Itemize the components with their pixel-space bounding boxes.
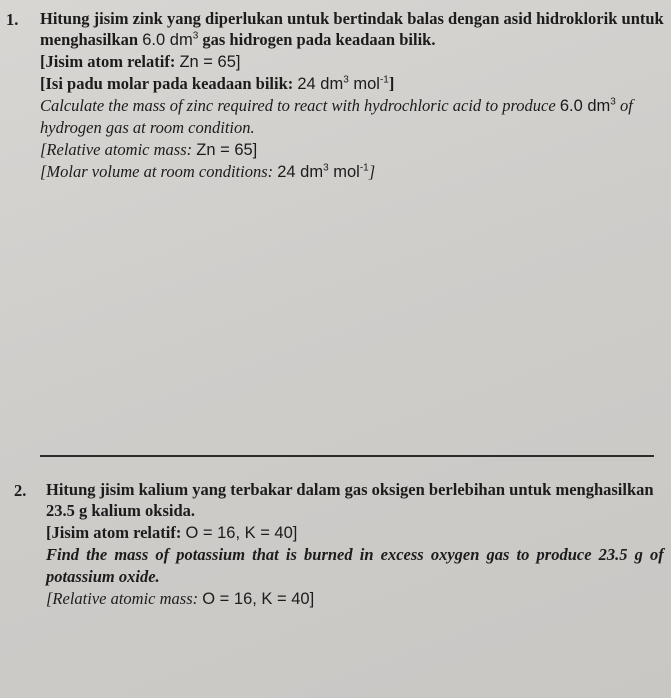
answer-divider <box>40 455 654 457</box>
q2-english-line-1: Find the mass of potassium that is burned in excess oxygen gas to produce 23.5 g of <box>46 545 664 564</box>
q1-english-line-1: Calculate the mass of zinc required to react with hydrochloric acid to produce 6.0 $dm^3$ of <box>40 96 633 115</box>
q1-malay-line-2: menghasilkan 6.0 $dm^3$ gas hidrogen pada keadaan bilik. <box>40 30 436 49</box>
q2-english-line-3: [Relative atomic mass: O = 16, K = 40] <box>46 589 315 608</box>
question-number: 2. <box>14 481 27 500</box>
q1-malay-line-3: [Jisim atom relatif: Zn = 65] <box>40 52 241 71</box>
q1-malay-line-4: [Isi padu molar pada keadaan bilik: 24 $dm^3$ mol$^{-1}$] <box>40 74 395 93</box>
q1-english-line-4: [Molar volume at room conditions: 24 $dm^3$ mol$^{-1}$] <box>40 162 376 181</box>
q2-malay-line-3: [Jisim atom relatif: O = 16, K = 40] <box>46 523 298 542</box>
q1-malay-line-1: Hitung jisim zink yang diperlukan untuk bertindak balas dengan asid hidroklorik untuk <box>40 9 664 28</box>
question-number: 1. <box>6 10 19 29</box>
q2-malay-line-1: Hitung jisim kalium yang terbakar dalam gas oksigen berlebihan untuk menghasilkan <box>46 480 654 499</box>
q1-english-line-2: hydrogen gas at room condition. <box>40 118 255 137</box>
q1-english-line-3: [Relative atomic mass: Zn = 65] <box>40 140 258 159</box>
q2-english-line-2: potassium oxide. <box>46 567 160 586</box>
q2-malay-line-2: 23.5 g kalium oksida. <box>46 501 195 520</box>
